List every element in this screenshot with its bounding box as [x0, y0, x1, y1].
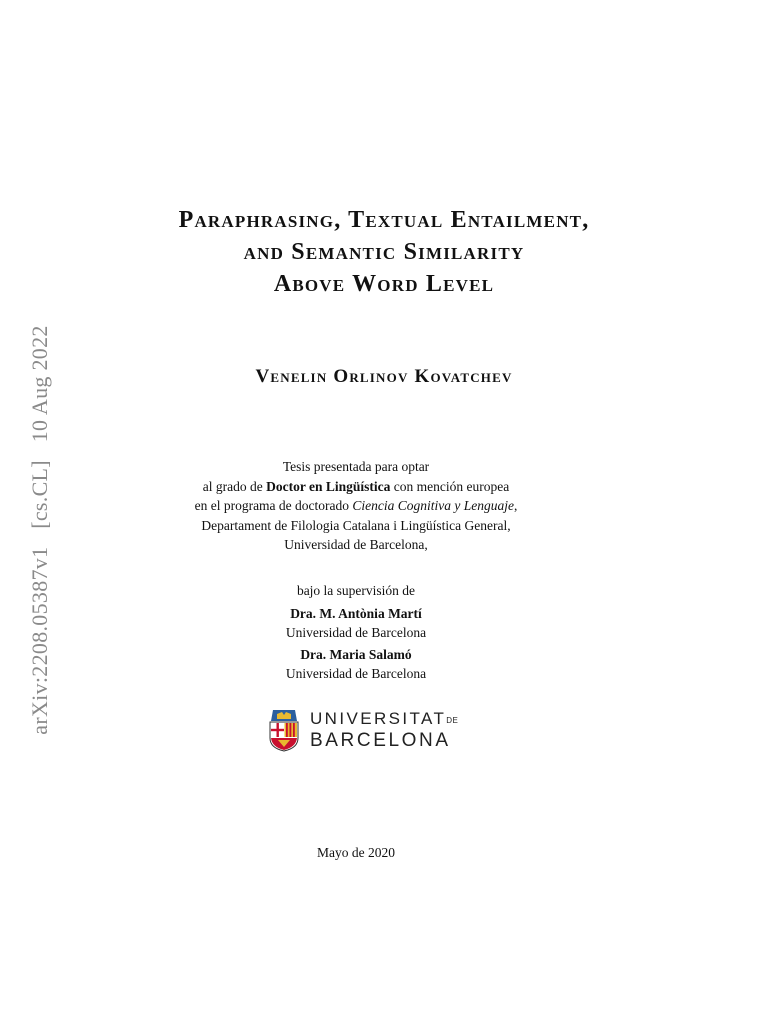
- arxiv-category: [cs.CL]: [27, 460, 52, 529]
- supervisor-name: Dra. M. Antònia Martí: [290, 606, 422, 621]
- program-prefix: en el programa de doctorado: [194, 498, 353, 513]
- author-name: Venelin Orlinov Kovatchev: [255, 366, 513, 387]
- wordmark-line-1: [310, 709, 458, 730]
- supervision-block: [0, 581, 712, 683]
- program-name: Ciencia Cognitiva y Lenguaje: [352, 498, 515, 513]
- arxiv-id: arXiv:2208.05387v1: [27, 546, 52, 735]
- wordmark-de: DE: [446, 716, 459, 725]
- degree-name: Doctor en Lingüística: [266, 478, 391, 494]
- thesis-statement: [0, 457, 712, 555]
- supervisor-affiliation: Universidad de Barcelona: [285, 666, 427, 681]
- supervisor-name: Dra. Maria Salamó: [300, 647, 412, 662]
- thesis-line-5: Universidad de Barcelona,: [284, 537, 428, 552]
- thesis-title: [0, 204, 768, 300]
- supervision-intro: bajo la supervisión de: [296, 583, 416, 598]
- title-line-2: and Semantic Similarity: [243, 239, 525, 265]
- degree-suffix: con mención europea: [390, 478, 510, 494]
- title-line-3: Above Word Level: [273, 271, 495, 297]
- program-suffix: ,: [514, 498, 518, 513]
- degree-prefix: al grado de: [202, 478, 267, 494]
- thesis-line-3: [0, 496, 712, 516]
- title-line-1: Paraphrasing, Textual Entailment,: [178, 207, 590, 233]
- supervisor-affiliation: Universidad de Barcelona: [285, 625, 427, 640]
- wordmark-universitat: UNIVERSITAT: [310, 709, 447, 728]
- thesis-line-4: Departament de Filologia Catalana i Lingüística General,: [201, 517, 511, 533]
- arxiv-date: 10 Aug 2022: [27, 325, 52, 443]
- thesis-line-1: Tesis presentada para optar: [282, 459, 430, 474]
- thesis-line-2: [0, 477, 712, 497]
- university-wordmark: [310, 709, 458, 751]
- thesis-date: Mayo de 2020: [317, 845, 395, 860]
- wordmark-line-2: BARCELONA: [310, 730, 451, 751]
- university-logo: [268, 708, 458, 752]
- university-crest-icon: [268, 708, 300, 752]
